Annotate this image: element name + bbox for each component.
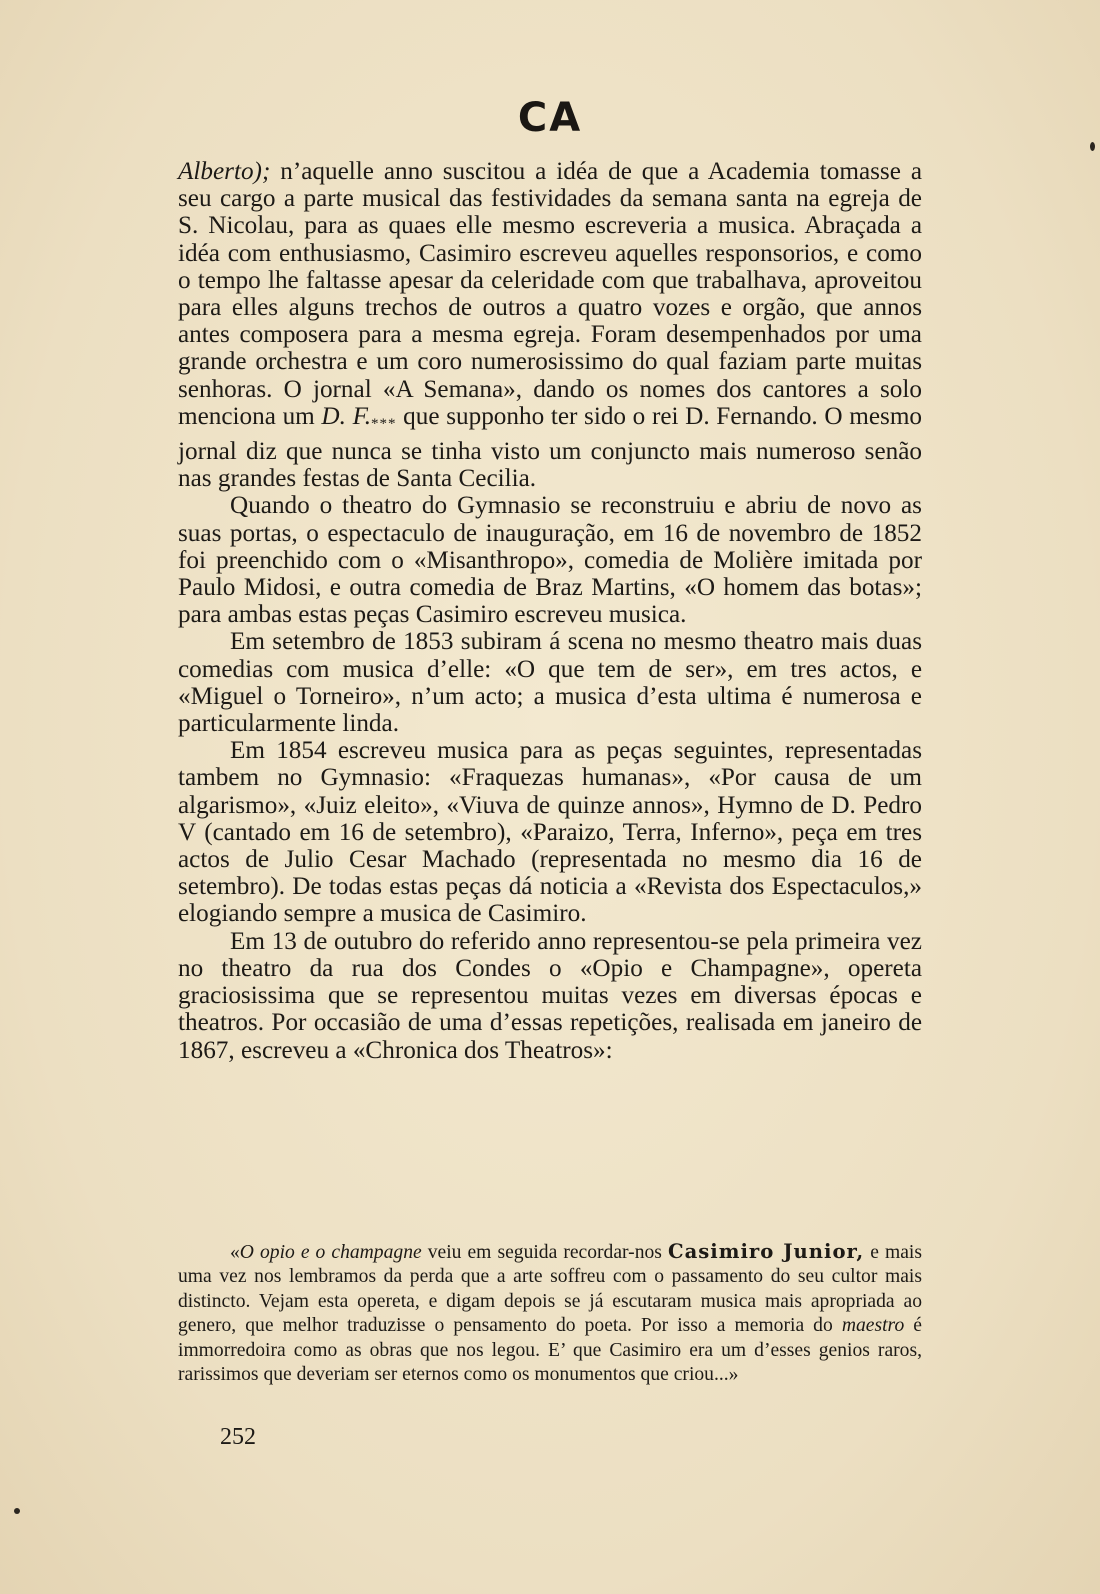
italic-lead: Alberto); bbox=[178, 158, 271, 185]
quote-text-c: é immorredoira como as obras que nos legou. E’ que Casimiro era um d’esses genios raros, rarissimos que deveriam ser eternos como os monumentos que criou...» bbox=[178, 1315, 922, 1386]
paragraph-2: Quando o theatro do Gymnasio se reconstruiu e abriu de novo as suas portas, o espectaculo de inauguração, em 16 de novembro de 1852 foi preenchido com o «Misanthropo», comedia de Molière imitada por Paulo Midosi, e outra comedia de Braz Martins, «O homem das botas»; para ambas estas peças Casimiro escreveu musica. bbox=[178, 492, 922, 629]
paragraph-4: Em 1854 escreveu musica para as peças seguintes, representadas tambem no Gymnasio: «Fraquezas humanas», «Por causa de um algarismo», «Juiz eleito», «Viuva de quinze annos», Hymno de D. Pedro V (cantado em 16 de setembro), «Paraizo, Terra, Inferno», peça em tres actos de Julio Cesar Machado (representada no mesmo dia 16 de setembro). De todas estas peças dá noticia a «Revista dos Espectaculos,» elogiando sempre a musica de Casimiro. bbox=[178, 737, 922, 928]
paragraph-1-text: n’aquelle anno suscitou a idéa de que a Academia tomasse a seu cargo a parte musical das festividades da semana santa na egreja de S. Nicolau, para as quaes elle mesmo escreveria a musica. Abraçada a idéa com enthusiasmo, Casimiro escreveu aquelles responsorios, e como o tempo lhe faltasse apesar da celeridade com que trabalhava, aproveitou para elles alguns trechos de outros a quatro vozes e orgão, que annos antes composera para a mesma egreja. Foram desempenhados por uma grande orchestra e um coro numerosissimo do qual faziam parte muitas senhoras. O jornal «A Semana», dando os nomes dos cantores a solo menciona um bbox=[178, 158, 922, 430]
quote-paragraph bbox=[178, 1240, 922, 1387]
asterism: *** bbox=[371, 415, 397, 432]
paragraph-1 bbox=[178, 158, 922, 492]
block-quote bbox=[178, 1240, 922, 1387]
paragraph-3: Em setembro de 1853 subiram á scena no mesmo theatro mais duas comedias com musica d’elle: «O que tem de ser», em tres actos, e «Miguel o Torneiro», n’um acto; a musica d’esta ultima é numerosa e particularmente linda. bbox=[178, 628, 922, 738]
quote-text-b: e mais uma vez nos lembramos da perda que a arte soffreu com o passamento do seu cultor mais distincto. Vejam esta opereta, e digam depois se já escutaram musica mais apropriada ao genero, que melhor traduzisse o pensamento do poeta. Por isso a memoria do bbox=[178, 1242, 922, 1337]
ink-speck bbox=[1090, 142, 1095, 151]
quote-name: Casimiro Junior, bbox=[667, 1240, 865, 1263]
italic-initials: D. F. bbox=[321, 402, 372, 430]
paragraph-1-text-end: que supponho ter sido o rei D. Fernando. O mesmo jornal diz que nunca se tinha visto um conjuncto mais numeroso senão nas grandes festas de Santa Cecilia. bbox=[178, 402, 922, 493]
paragraph-5: Em 13 de outubro do referido anno representou-se pela primeira vez no theatro da rua dos Condes o «Opio e Champagne», opereta graciosissima que se representou muitas vezes em diversas épocas e theatros. Por occasião de uma d’essas repetições, realisada em janeiro de 1867, escreveu a «Chronica dos Theatros»: bbox=[178, 927, 922, 1064]
quote-text-a: veiu em seguida recordar-nos bbox=[421, 1242, 668, 1263]
page-number: 252 bbox=[220, 1424, 256, 1450]
main-text bbox=[178, 158, 922, 1064]
ink-speck bbox=[14, 1508, 20, 1514]
quote-open-mark: « bbox=[230, 1242, 240, 1263]
quote-title: O opio e o champagne bbox=[239, 1242, 422, 1263]
quote-maestro: maestro bbox=[841, 1315, 905, 1337]
running-head: CA bbox=[517, 95, 583, 141]
